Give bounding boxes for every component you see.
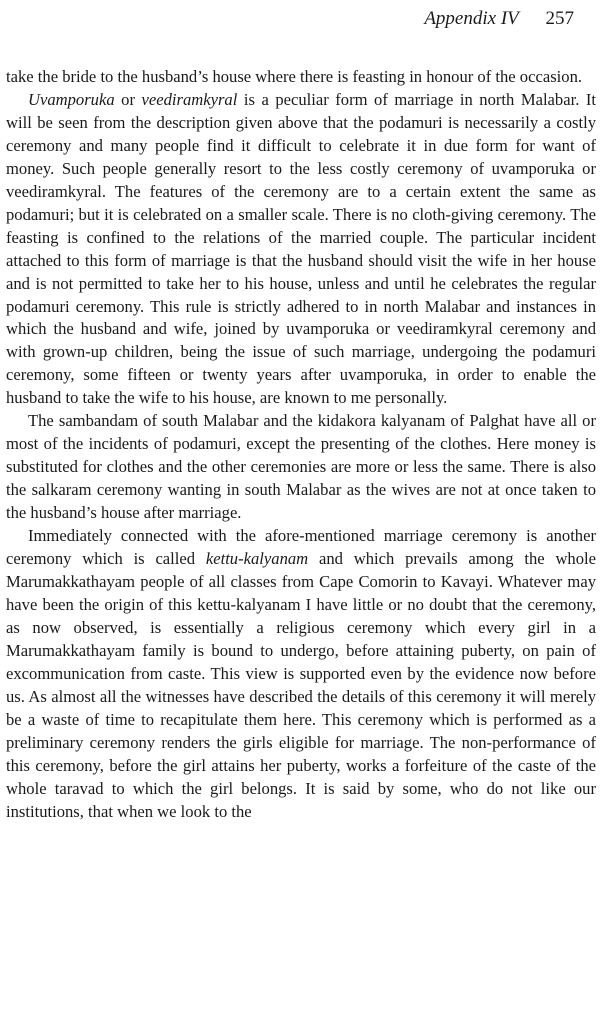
- italic-term: veediramkyral: [141, 89, 238, 109]
- paragraph-text: or: [114, 89, 142, 109]
- paragraph-text: is a peculiar form of marriage in north Malabar. It will be seen from the description given above that the podamuri is necessarily a costly ceremony and many people find it difficult to celebrate it in due form for want of money. Such people generally resort to the less costly ceremony of uvamporuka or veediramkyral. The features of the ceremony are to a certain extent the same as podamuri; but it is celebrated on a smaller scale. There is no cloth-giving ceremony. The feasting is confined to the relations of the married couple. The particular incident attached to this form of marriage is that the husband should visit the wife in her house and is not permitted to take her to his house, unless and until he celebrates the regular podamuri ceremony. This rule is strictly adhered to in north Malabar and instances in which the husband and wife, joined by uvamporuka or veediramkyral ceremony and with grown-up children, being the issue of such marriage, undergoing the podamuri ceremony, some fifteen or twenty years after uvamporuka, in order to enable the husband to take the wife to his house, are known to me personally.: [6, 89, 596, 408]
- paragraph-text: The sambandam of south Malabar and the kidakora kalyanam of Palghat have all or most of the incidents of podamuri, except the presenting of the clothes. Here money is substituted for clothes and the other ceremonies are more or less the same. There is also the salkaram ceremony wanting in south Malabar as the wives are not at once taken to the husband’s house after marriage.: [6, 411, 596, 523]
- paragraph: [6, 66, 596, 89]
- body-text: [6, 66, 596, 823]
- paragraph: [6, 89, 596, 410]
- section-title: Appendix IV: [424, 8, 519, 29]
- paragraph-text: take the bride to the husband’s house where there is feasting in honour of the occasion.: [6, 67, 583, 86]
- paragraph: [6, 525, 596, 823]
- paragraph-text: and which prevails among the whole Marumakkathayam people of all classes from Cape Comorin to Kavayi. Whatever may have been the origin of this kettu-kalyanam I have little or no doubt that the ceremony, as now observed, is essentially a religious ceremony which every girl in a Marumakkathayam family is bound to undergo, before attaining puberty, on pain of excommunication from caste. This view is supported even by the evidence now before us. As almost all the witnesses have described the details of this ceremony it will merely be a waste of time to recapitulate them here. This ceremony which is performed as a preliminary ceremony renders the girls eligible for marriage. The non-performance of this ceremony, before the girl attains her puberty, works a forfeiture of the caste of the whole taravad to which the girl belongs. It is said by some, who do not like our institutions, that when we look to the: [6, 549, 596, 821]
- page-number: 257: [545, 8, 574, 29]
- paragraph: [6, 410, 596, 525]
- italic-term: kettu-kalyanam: [205, 549, 309, 569]
- paragraph-text: Immediately connected with the afore-mentioned marriage ceremony is another ceremony which is called: [6, 526, 596, 569]
- running-header: [424, 8, 574, 30]
- italic-term: Uvamporuka: [28, 89, 115, 109]
